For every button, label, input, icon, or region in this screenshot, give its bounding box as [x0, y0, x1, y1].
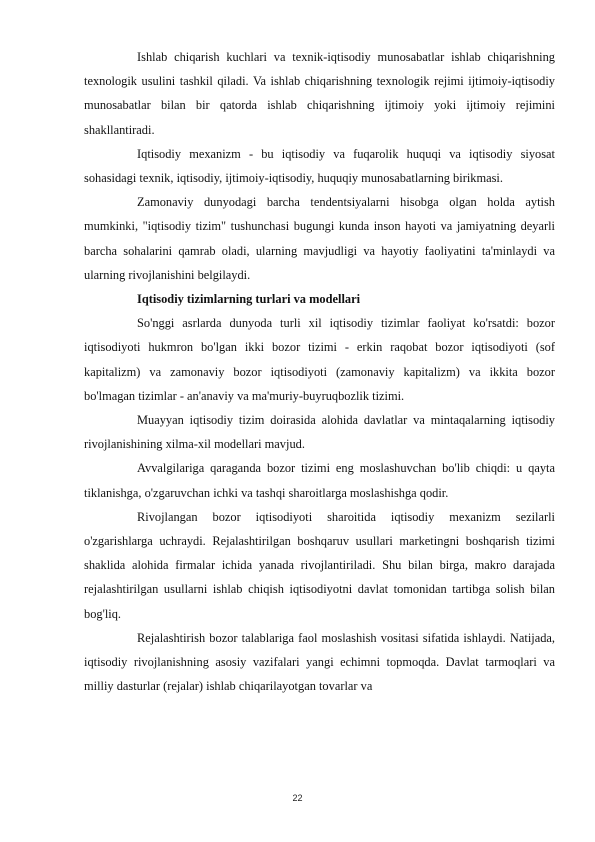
- paragraph-system-types: So'nggi asrlarda dunyoda turli xil iqtisodiy tizimlar faoliyat ko'rsatdi: bozor iqtisodiyoti hukmron bo'lgan ikki bozor tizimi - erkin raqobat bozor iqtisodiyoti (sof kapitalizm) va zamonaviy bozor iqtisodiyoti (zamonaviy kapitalizm) va ikkita bozor bo'lmagan tizimlar - an'anaviy va ma'muriy-buyruqbozlik tizimi.: [84, 316, 555, 403]
- paragraph-economic-system-concept: Zamonaviy dunyodagi barcha tendentsiyalarni hisobga olgan holda aytish mumkinki, "iqtisodiy tizim" tushunchasi bugungi kunda inson hayoti va jamiyatning deyarli barcha sohalarini qamrab oladi, ularning mavjudligi va hayotiy faoliyatini ta'minlaydi va ularning rivojlanishini belgilaydi.: [84, 195, 555, 282]
- paragraph-economic-mechanism: Iqtisodiy mexanizm - bu iqtisodiy va fuqarolik huquqi va iqtisodiy siyosat sohasidagi texnik, iqtisodiy, ijtimoiy-iqtisodiy, huquqiy munosabatlarning birikmasi.: [84, 146, 555, 186]
- page-number: 22: [292, 793, 303, 803]
- paragraph-development-models: Muayyan iqtisodiy tizim doirasida alohida davlatlar va mintaqalarning iqtisodiy rivojlanishining xilma-xil modellari mavjud.: [84, 413, 555, 452]
- paragraph-planning: Rejalashtirish bozor talablariga faol moslashish vositasi sifatida ishlaydi. Natijada, iqtisodiy rivojlanishning asosiy vazifalari yangi echimni topmoqda. Davlat tarmoqlari va milliy dasturlar (rejalar) ishlab chiqarilayotgan tovarlar va: [84, 630, 555, 694]
- paragraph-production-forces: Ishlab chiqarish kuchlari va texnik-iqtisodiy munosabatlar ishlab chiqarishning texnologik usulini tashkil qiladi. Va ishlab chiqarishning texnologik rejimi ijtimoiy-iqtisodiy munosabatlar bilan bir qatorda ishlab chiqarishning ijtimoiy yoki ijtimoiy rejimini shakllantiradi.: [84, 50, 555, 137]
- paragraph-market-flexibility: Avvalgilariga qaraganda bozor tizimi eng moslashuvchan bo'lib chiqdi: u qayta tiklanishga, o'zgaruvchan ichki va tashqi sharoitlarga moslashishga qodir.: [84, 461, 555, 500]
- section-heading: Iqtisodiy tizimlarning turlari va modellari: [137, 292, 361, 307]
- paragraph-developed-market: Rivojlangan bozor iqtisodiyoti sharoitida iqtisodiy mexanizm sezilarli o'zgarishlarga uchraydi. Rejalashtirilgan boshqaruv usullari marketingni boshqarish tizimi shaklida alohida firmalar ichida yanada rivojlantiriladi. Shu bilan birga, makro darajada rejalashtirilgan usullarni ishlab chiqish iqtisodiyotni davlat tomonidan tartibga solish bilan bog'liq.: [84, 509, 555, 621]
- page-body: [84, 45, 555, 698]
